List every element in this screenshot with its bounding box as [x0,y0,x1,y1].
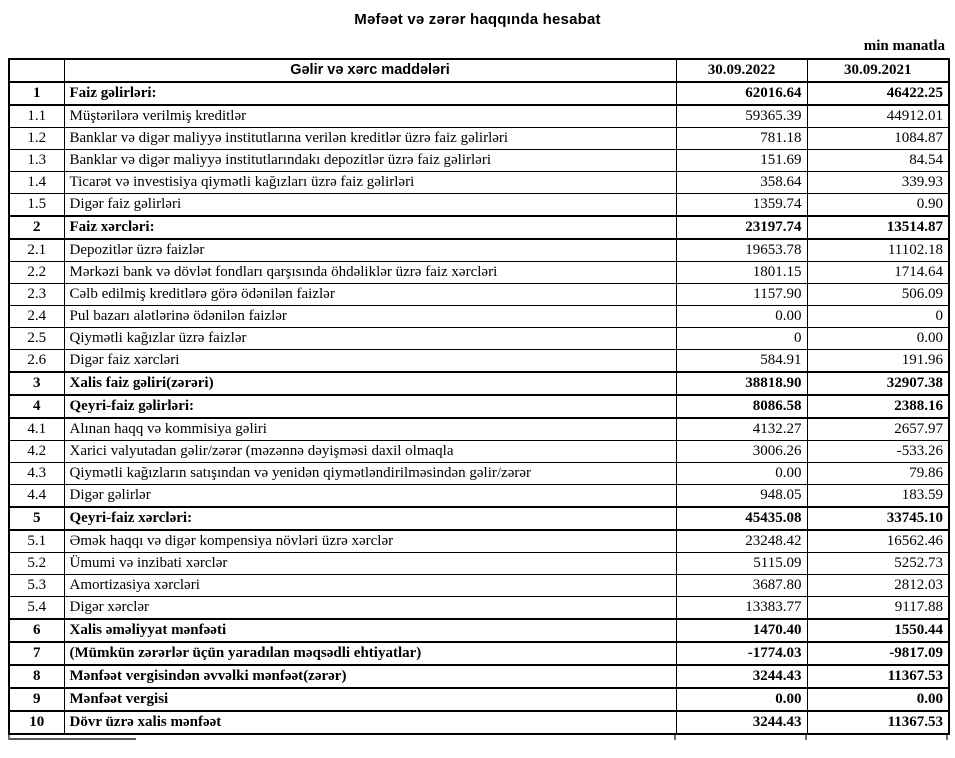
table-row [9,82,949,105]
cell-v2021: 0.90 [807,194,949,217]
cell-v2022: 38818.90 [676,372,807,395]
cell-v2021: 11367.53 [807,711,949,734]
table-row [9,239,949,262]
cell-v2022: 584.91 [676,350,807,373]
table-row [9,463,949,485]
profit-loss-table [8,58,950,735]
cell-v2022: 23197.74 [676,216,807,239]
table-header [9,59,949,82]
cell-item: Dövr üzrə xalis mənfəət [64,711,676,734]
cell-v2021: 1550.44 [807,619,949,642]
cell-item: Qiymətli kağızlar üzrə faizlər [64,328,676,350]
cell-v2022: 1801.15 [676,262,807,284]
table-row [9,350,949,373]
cell-no: 1.4 [9,172,64,194]
cell-v2021: 1714.64 [807,262,949,284]
cell-item: Banklar və digər maliyyə institutlarına verilən kreditlər üzrə faiz gəlirləri [64,128,676,150]
cell-v2021: 13514.87 [807,216,949,239]
table-row [9,128,949,150]
cell-item: Digər gəlirlər [64,485,676,508]
cell-no: 2.3 [9,284,64,306]
cell-v2022: 0.00 [676,463,807,485]
cell-v2021: 33745.10 [807,507,949,530]
table-row [9,172,949,194]
table-row [9,262,949,284]
cell-v2022: 23248.42 [676,530,807,553]
cell-no: 5.3 [9,575,64,597]
table-row [9,711,949,734]
cell-no: 5 [9,507,64,530]
cell-item: Xalis əməliyyat mənfəəti [64,619,676,642]
cell-no: 7 [9,642,64,665]
cell-v2022: 4132.27 [676,418,807,441]
cell-item: Qeyri-faiz xərcləri: [64,507,676,530]
table-row [9,441,949,463]
cell-no: 1.5 [9,194,64,217]
table-row [9,372,949,395]
cell-no: 8 [9,665,64,688]
cell-v2021: 1084.87 [807,128,949,150]
cell-no: 4.4 [9,485,64,508]
cell-v2022: 1470.40 [676,619,807,642]
cell-item: Alınan haqq və kommisiya gəliri [64,418,676,441]
cell-item: Banklar və digər maliyyə institutlarındakı depozitlər üzrə faiz gəlirləri [64,150,676,172]
cell-no: 4.2 [9,441,64,463]
header-col-2022: 30.09.2022 [676,59,807,82]
cell-v2021: 11367.53 [807,665,949,688]
cell-v2022: 3244.43 [676,665,807,688]
table-row [9,216,949,239]
cell-item: Əmək haqqı və digər kompensiya növləri üzrə xərclər [64,530,676,553]
cell-item: Müştərilərə verilmiş kreditlər [64,105,676,128]
continuation-dash [8,738,136,740]
cell-no: 4.1 [9,418,64,441]
cell-v2021: 506.09 [807,284,949,306]
cell-no: 1.3 [9,150,64,172]
cell-no: 10 [9,711,64,734]
cell-v2022: 151.69 [676,150,807,172]
table-row [9,194,949,217]
cell-v2021: 44912.01 [807,105,949,128]
cell-item: Mənfəət vergisindən əvvəlki mənfəət(zərər) [64,665,676,688]
continuation-stub [674,735,676,740]
cell-v2022: 5115.09 [676,553,807,575]
cell-v2022: 0.00 [676,306,807,328]
cell-item: Ticarət və investisiya qiymətli kağızları üzrə faiz gəlirləri [64,172,676,194]
cell-v2021: 2812.03 [807,575,949,597]
cell-no: 2 [9,216,64,239]
cell-v2021: 0 [807,306,949,328]
table-row [9,284,949,306]
cell-v2021: 2388.16 [807,395,949,418]
cell-v2022: 948.05 [676,485,807,508]
cell-v2022: 0.00 [676,688,807,711]
cell-no: 1 [9,82,64,105]
cell-v2022: -1774.03 [676,642,807,665]
table-row [9,105,949,128]
table-row [9,642,949,665]
cell-item: Faiz xərcləri: [64,216,676,239]
cell-no: 6 [9,619,64,642]
table-row [9,530,949,553]
cell-no: 4.3 [9,463,64,485]
cell-item: Digər faiz gəlirləri [64,194,676,217]
header-row [9,59,949,82]
cell-item: Faiz gəlirləri: [64,82,676,105]
cell-item: Ümumi və inzibati xərclər [64,553,676,575]
cell-v2022: 0 [676,328,807,350]
table-body [9,82,949,734]
table-row [9,418,949,441]
cell-v2022: 1157.90 [676,284,807,306]
header-item: Gəlir və xərc maddələri [64,59,676,82]
cell-no: 4 [9,395,64,418]
cell-v2022: 62016.64 [676,82,807,105]
table-row [9,597,949,620]
table-row [9,575,949,597]
continuation-stub [946,735,948,740]
cell-no: 2.5 [9,328,64,350]
cell-v2022: 781.18 [676,128,807,150]
continuation-stub [8,735,10,740]
cell-no: 2.1 [9,239,64,262]
cell-no: 2.2 [9,262,64,284]
cell-item: Xalis faiz gəliri(zərəri) [64,372,676,395]
cell-item: Qeyri-faiz gəlirləri: [64,395,676,418]
cell-v2021: 84.54 [807,150,949,172]
cell-v2022: 3244.43 [676,711,807,734]
cell-v2021: 0.00 [807,328,949,350]
cell-item: (Mümkün zərərlər üçün yaradılan məqsədli ehtiyatlar) [64,642,676,665]
table-row [9,553,949,575]
cell-v2022: 3006.26 [676,441,807,463]
cell-item: Xarici valyutadan gəlir/zərər (məzənnə dəyişməsi daxil olmaqla [64,441,676,463]
header-col-2021: 30.09.2021 [807,59,949,82]
cell-v2021: 79.86 [807,463,949,485]
cell-v2021: 0.00 [807,688,949,711]
cell-v2022: 3687.80 [676,575,807,597]
table-row [9,306,949,328]
cell-no: 3 [9,372,64,395]
cell-v2021: 32907.38 [807,372,949,395]
cell-item: Mərkəzi bank və dövlət fondları qarşısında öhdəliklər üzrə faiz xərcləri [64,262,676,284]
cell-item: Amortizasiya xərcləri [64,575,676,597]
cell-no: 5.1 [9,530,64,553]
cell-v2022: 13383.77 [676,597,807,620]
cell-v2022: 1359.74 [676,194,807,217]
table-row [9,328,949,350]
table-row [9,665,949,688]
cell-item: Qiymətli kağızların satışından və yenidən qiymətləndirilməsindən gəlir/zərər [64,463,676,485]
page-title: Məfəət və zərər haqqında hesabat [354,11,601,28]
cell-item: Digər faiz xərcləri [64,350,676,373]
cell-item: Pul bazarı alətlərinə ödənilən faizlər [64,306,676,328]
cell-item: Cəlb edilmiş kreditlərə görə ödənilən faizlər [64,284,676,306]
cell-no: 5.2 [9,553,64,575]
cell-v2021: 191.96 [807,350,949,373]
cell-no: 1.2 [9,128,64,150]
cell-v2022: 19653.78 [676,239,807,262]
cell-no: 5.4 [9,597,64,620]
cell-v2021: 2657.97 [807,418,949,441]
page [0,11,955,758]
table-row [9,395,949,418]
cell-no: 2.6 [9,350,64,373]
cell-v2021: 11102.18 [807,239,949,262]
header-no [9,59,64,82]
table-row [9,619,949,642]
cell-item: Depozitlər üzrə faizlər [64,239,676,262]
table-row [9,150,949,172]
cell-v2021: 5252.73 [807,553,949,575]
cell-v2022: 8086.58 [676,395,807,418]
cell-v2021: 339.93 [807,172,949,194]
cell-v2022: 358.64 [676,172,807,194]
table-row [9,507,949,530]
continuation-stub [805,735,807,740]
cell-v2021: -9817.09 [807,642,949,665]
table-continuation-sliver [8,735,948,741]
cell-no: 2.4 [9,306,64,328]
table-row [9,688,949,711]
cell-v2022: 45435.08 [676,507,807,530]
unit-note: min manatla [863,38,945,54]
cell-v2022: 59365.39 [676,105,807,128]
cell-v2021: -533.26 [807,441,949,463]
cell-no: 1.1 [9,105,64,128]
cell-v2021: 46422.25 [807,82,949,105]
cell-v2021: 16562.46 [807,530,949,553]
cell-v2021: 183.59 [807,485,949,508]
cell-v2021: 9117.88 [807,597,949,620]
cell-item: Mənfəət vergisi [64,688,676,711]
table-row [9,485,949,508]
cell-no: 9 [9,688,64,711]
cell-item: Digər xərclər [64,597,676,620]
